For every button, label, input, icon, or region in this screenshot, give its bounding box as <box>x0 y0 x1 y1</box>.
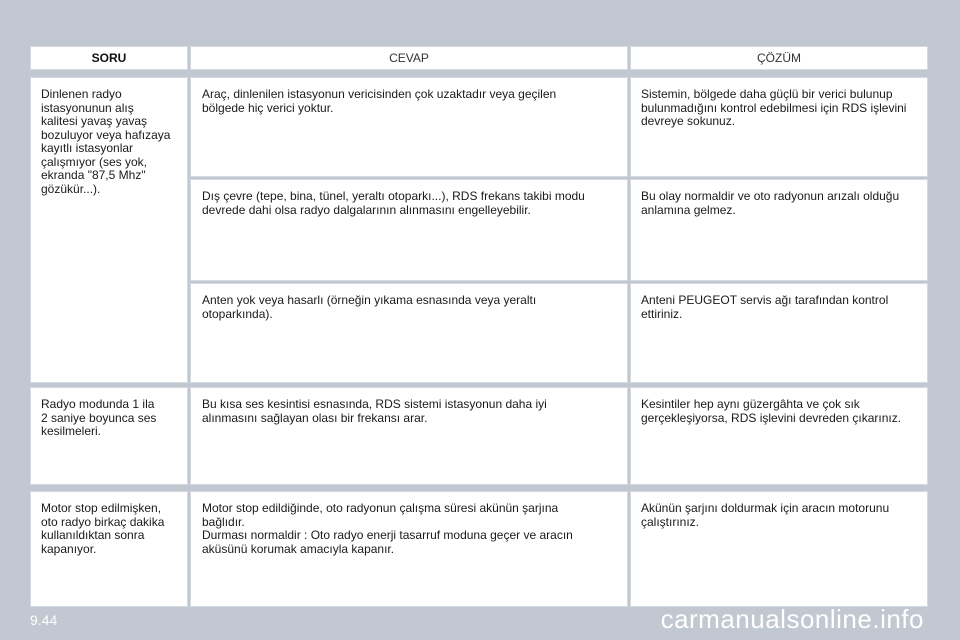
solution-cell: Bu olay normaldir ve oto radyonun arızalı olduğu anlamına gelmez. <box>630 179 928 281</box>
answer-cell: Bu kısa ses kesintisi esnasında, RDS sistemi istasyonun daha iyi alınmasını sağlayan olası bir frekansı arar. <box>190 387 628 485</box>
question-cell: Motor stop edilmişken, oto radyo birkaç dakika kullanıldıktan sonra kapanıyor. <box>30 491 188 607</box>
header-question: SORU <box>30 46 188 70</box>
solution-cell: Kesintiler hep aynı güzergâhta ve çok sık gerçekleşiyorsa, RDS işlevini devreden çıkarınız. <box>630 387 928 485</box>
question-cell: Dinlenen radyo istasyonunun alış kalitesi yavaş yavaş bozuluyor veya hafızaya kayıtlı istasyonlar çalışmıyor (ses yok, ekranda "87,5 Mhz" gözükür...). <box>30 77 188 383</box>
solution-cell: Akünün şarjını doldurmak için aracın motorunu çalıştırınız. <box>630 491 928 607</box>
watermark-text: carmanualsonline.info <box>660 604 924 634</box>
header-solution: ÇÖZÜM <box>630 46 928 70</box>
page-number: 9.44 <box>30 612 58 628</box>
answer-cell: Motor stop edildiğinde, oto radyonun çalışma süresi akünün şarjına bağlıdır. Durması normaldir : Oto radyo enerji tasarruf moduna geçer ve aracın aküsünü korumak amacıyla kapanır. <box>190 491 628 607</box>
answer-cell: Dış çevre (tepe, bina, tünel, yeraltı otoparkı...), RDS frekans takibi modu devrede dahi olsa radyo dalgalarının alınmasını engelleyebilir. <box>190 179 628 281</box>
question-cell: Radyo modunda 1 ila 2 saniye boyunca ses kesilmeleri. <box>30 387 188 485</box>
solution-cell: Sistemin, bölgede daha güçlü bir verici bulunup bulunmadığını kontrol edebilmesi için RDS işlevini devreye sokunuz. <box>630 77 928 177</box>
solution-cell: Anteni PEUGEOT servis ağı tarafından kontrol ettiriniz. <box>630 283 928 383</box>
answer-cell: Araç, dinlenilen istasyonun vericisinden çok uzaktadır veya geçilen bölgede hiç verici yoktur. <box>190 77 628 177</box>
answer-cell: Anten yok veya hasarlı (örneğin yıkama esnasında veya yeraltı otoparkında). <box>190 283 628 383</box>
header-answer: CEVAP <box>190 46 628 70</box>
